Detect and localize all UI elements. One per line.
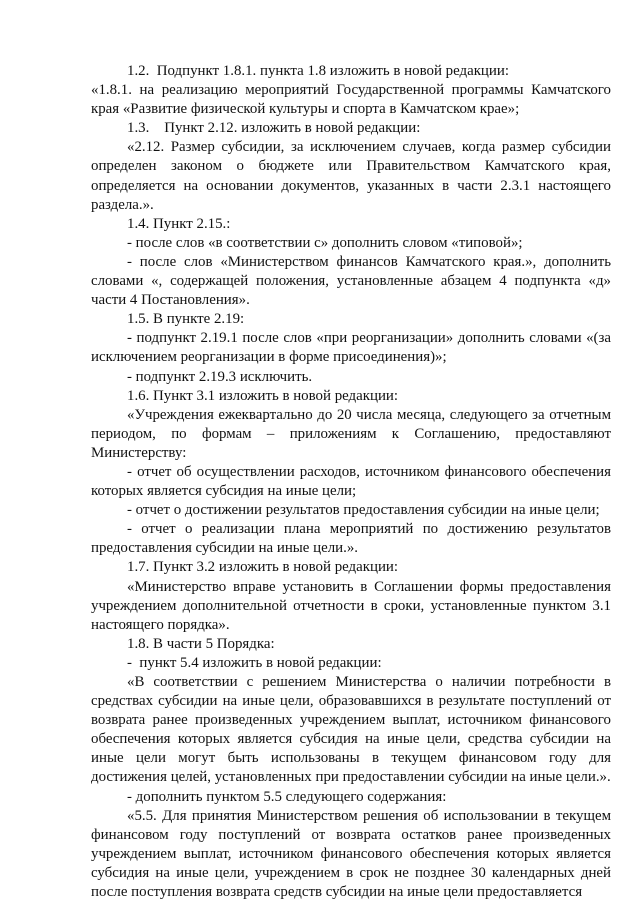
paragraph-1-6: 1.6. Пункт 3.1 изложить в новой редакции: [127, 387, 399, 404]
paragraph-1-7: 1.7. Пункт 3.2 изложить в новой редакции: [127, 559, 399, 576]
paragraph-3-1-item-2: - отчет о достижении результатов предоставления субсидии на иные цели; [127, 502, 600, 519]
paragraph-1-5: 1.5. В пункте 2.19: [127, 311, 245, 328]
paragraph-1-4-item-1: - после слов «в соответствии с» дополнить словом «типовой»; [127, 234, 523, 251]
paragraph-1-8-1-quote: «1.8.1. на реализацию мероприятий Государственной программы Камчатского края «Развитие физической культуры и спорта в Камчатском крае»; [91, 82, 611, 118]
paragraph-3-2-quote: «Министерство вправе установить в Соглашении формы предоставления учреждением дополнительной отчетности в сроки, установленные пунктом 3.1 настоящего порядка». [91, 578, 611, 633]
paragraph-5-4-quote: «В соответствии с решением Министерства о наличии потребности в средствах субсидии на иные цели, образовавшихся в результате поступлений от возврата ранее произведенных учреждением выплат, источником финансового обеспечения которых является субсидия на иные цели, средства субсидии на иные цели могут быть использованы в текущем финансовом году для достижения целей, установленных при предоставлении субсидии на иные цели.». [91, 674, 611, 786]
paragraph-2-12-quote: «2.12. Размер субсидии, за исключением случаев, когда размер субсидии определен законом о бюджете или Правительством Камчатского края, определяется на основании документов, указанных в части 2.3.1 настоящего раздела.». [91, 139, 611, 213]
paragraph-1-2: 1.2. Подпункт 1.8.1. пункта 1.8 изложить в новой редакции: [127, 63, 509, 79]
paragraph-1-5-item-2: - подпункт 2.19.3 исключить. [127, 368, 313, 385]
paragraph-1-4: 1.4. Пункт 2.15.: [127, 215, 231, 232]
paragraph-3-1-quote: «Учреждения ежеквартально до 20 числа месяца, следующего за отчетным периодом, по формам – приложениям к Соглашению, предоставляют Министерству: [91, 406, 611, 461]
paragraph-1-3: 1.3. Пункт 2.12. изложить в новой редакции: [127, 120, 421, 137]
document-page [91, 62, 611, 902]
paragraph-1-8: 1.8. В части 5 Порядка: [127, 635, 275, 652]
paragraph-1-8-item-1: - пункт 5.4 изложить в новой редакции: [127, 654, 382, 671]
paragraph-1-8-item-2: - дополнить пунктом 5.5 следующего содержания: [127, 788, 447, 805]
paragraph-3-1-item-1: - отчет об осуществлении расходов, источником финансового обеспечения которых является субсидия на иные цели; [91, 463, 611, 500]
paragraph-3-1-item-3: - отчет о реализации плана мероприятий по достижению результатов предоставления субсидии на иные цели.». [91, 521, 611, 557]
paragraph-5-5-quote: «5.5. Для принятия Министерством решения об использовании в текущем финансовом году поступлений от возврата остатков ранее произведенных учреждением выплат, источником финансового обеспечения которых является субсидия на иные цели, учреждением в срок не позднее 30 календарных дней после поступления возврата средств субсидии на иные цели предоставляется [91, 807, 611, 901]
paragraph-1-5-item-1: - подпункт 2.19.1 после слов «при реорганизации» дополнить словами «(за исключением реорганизации в форме присоединения)»; [91, 330, 611, 366]
paragraph-1-4-item-2: - после слов «Министерством финансов Камчатского края.», дополнить словами «, содержащей положения, установленные абзацем 4 подпункта «д» части 4 Постановления». [91, 253, 611, 309]
